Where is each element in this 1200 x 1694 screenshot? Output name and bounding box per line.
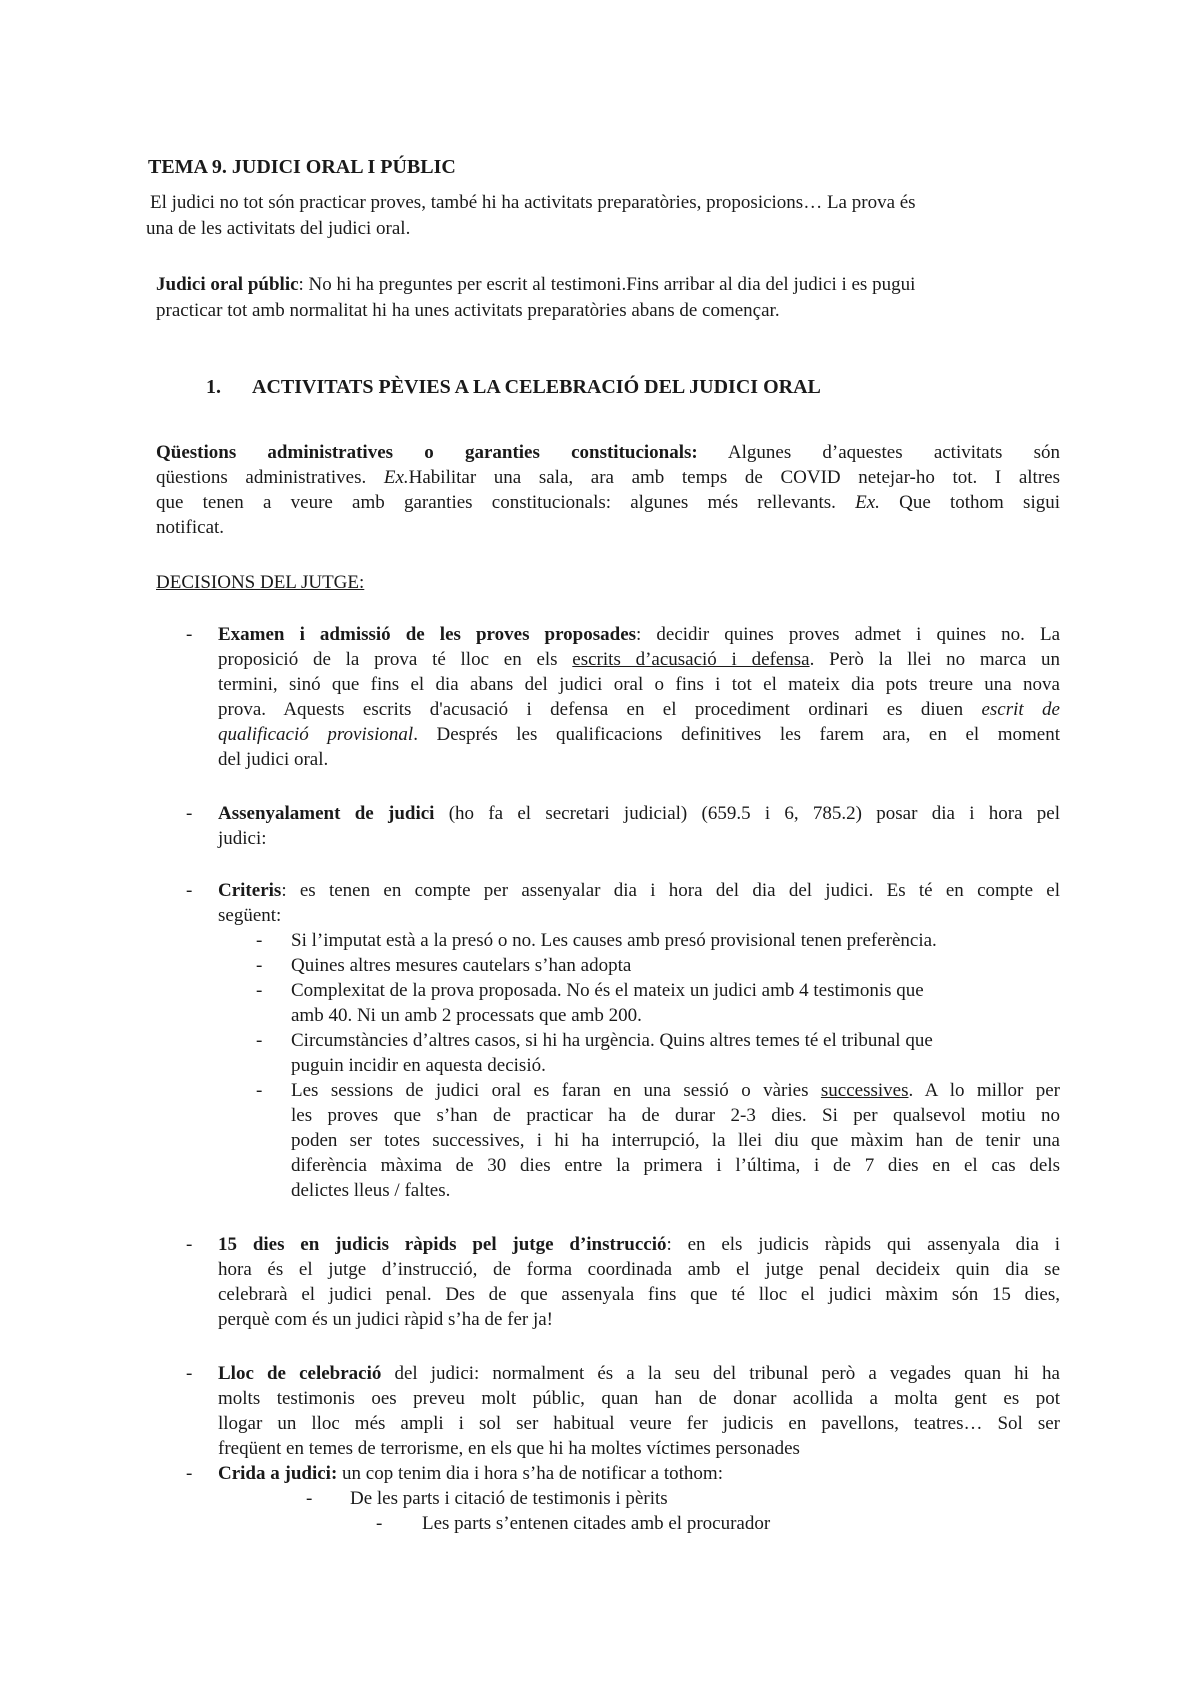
lloc-line: molts testimonis oes preveu molt públic, quan han de donar acollida a molta gent es pot <box>218 1388 1060 1409</box>
criteris-subitem <box>291 1078 1060 1103</box>
sub-bullet-dash: - <box>256 930 263 951</box>
bullet-dash: - <box>186 880 193 901</box>
crida-line <box>218 1461 723 1486</box>
crida-subsubitem: Les parts s’entenen citades amb el procurador <box>422 1513 771 1534</box>
quinze-line <box>218 1232 1060 1257</box>
judici-oral-text: : No hi ha preguntes per escrit al testimoni.Fins arribar al dia del judici i es pugui <box>298 274 916 295</box>
examen-text: . Però la llei no marca un <box>809 649 1061 670</box>
questions-line <box>156 465 1060 490</box>
examen-text: proposició de la prova té lloc en els <box>218 649 573 670</box>
criteris-subitem: poden ser totes successives, i hi ha interrupció, la llei diu que màxim han de tenir una <box>291 1130 1060 1151</box>
page-title: TEMA 9. JUDICI ORAL I PÚBLIC <box>148 156 456 178</box>
examen-text: . Després les qualificacions definitives les farem ara, en el moment <box>413 724 1060 745</box>
lloc-text: del judici: normalment és a la seu del tribunal però a vegades quan hi ha <box>381 1363 1060 1384</box>
criteris-subitem: delictes lleus / faltes. <box>291 1180 451 1201</box>
examen-line <box>218 722 1060 747</box>
criteris-subitem: les proves que s’han de practicar ha de durar 2-3 dies. Si per qualsevol motiu no <box>291 1105 1060 1126</box>
quinze-label: 15 dies en judicis ràpids pel jutge d’instrucció <box>218 1234 667 1255</box>
criteris-line: següent: <box>218 905 282 926</box>
crida-subitem: De les parts i citació de testimonis i pèrits <box>350 1488 668 1509</box>
examen-line <box>218 647 1060 672</box>
criteris-subitem: Quines altres mesures cautelars s’han adopta <box>291 955 632 976</box>
examen-italic: escrit de <box>981 699 1060 720</box>
examen-label: Examen i admissió de les proves proposades <box>218 624 637 645</box>
bullet-dash: - <box>186 1363 193 1384</box>
bullet-dash: - <box>186 624 193 645</box>
quinze-line: hora és el jutge d’instrucció, de forma coordinada amb el jutge penal decideix quin dia se <box>218 1259 1060 1280</box>
assenyalament-line: judici: <box>218 828 267 849</box>
questions-text: qüestions administratives. <box>156 467 384 488</box>
quinze-line: perquè com és un judici ràpid s’ha de fer ja! <box>218 1309 554 1330</box>
criteris-subitem: Circumstàncies d’altres casos, si hi ha urgència. Quins altres temes té el tribunal que <box>291 1030 933 1051</box>
examen-text: : decidir quines proves admet i quines no. La <box>636 624 1060 645</box>
examen-underlined: escrits d’acusació i defensa <box>572 649 810 670</box>
questions-text: Habilitar una sala, ara amb temps de COVID netejar-ho tot. I altres <box>408 467 1060 488</box>
sub-bullet-dash: - <box>306 1488 313 1509</box>
criteris-line <box>218 878 1060 903</box>
sub-bullet-dash: - <box>256 1080 263 1101</box>
example-marker: Ex. <box>855 492 880 513</box>
judici-oral-label: Judici oral públic <box>156 274 299 295</box>
criteris-text: Les sessions de judici oral es faran en una sessió o vàries <box>291 1080 821 1101</box>
questions-text: Que tothom sigui <box>879 492 1060 513</box>
criteris-subitem: Complexitat de la prova proposada. No és el mateix un judici amb 4 testimonis que <box>291 980 924 1001</box>
questions-line <box>156 490 1060 515</box>
bullet-dash: - <box>186 1463 193 1484</box>
examen-line <box>218 697 1060 722</box>
intro-line: una de les activitats del judici oral. <box>146 218 411 239</box>
bullet-dash: - <box>186 803 193 824</box>
intro-line: El judici no tot són practicar proves, també hi ha activitats preparatòries, proposicions… La prova és <box>150 192 916 213</box>
lloc-line <box>218 1361 1060 1386</box>
examen-line: del judici oral. <box>218 749 329 770</box>
examen-line: termini, sinó que fins el dia abans del judici oral o fins i tot el mateix dia pots treure una nova <box>218 674 1060 695</box>
questions-line <box>156 440 1060 465</box>
section-number: 1. <box>206 376 221 398</box>
criteris-text: . A lo millor per <box>908 1080 1061 1101</box>
criteris-subitem: Si l’imputat està a la presó o no. Les causes amb presó provisional tenen preferència. <box>291 930 937 951</box>
questions-text: que tenen a veure amb garanties constitucionals: algunes més rellevants. <box>156 492 856 513</box>
questions-line: notificat. <box>156 517 225 538</box>
quinze-text: : en els judicis ràpids qui assenyala dia i <box>666 1234 1060 1255</box>
lloc-label: Lloc de celebració <box>218 1363 382 1384</box>
crida-label: Crida a judici: <box>218 1463 338 1484</box>
example-marker: Ex. <box>383 467 409 488</box>
criteris-text: : es tenen en compte per assenyalar dia i hora del dia del judici. Es té en compte el <box>281 880 1060 901</box>
examen-text: prova. Aquests escrits d'acusació i defensa en el procediment ordinari es diuen <box>218 699 982 720</box>
judici-oral-line <box>156 272 915 297</box>
questions-text: Algunes d’aquestes activitats són <box>697 442 1060 463</box>
criteris-label: Criteris <box>218 880 282 901</box>
assenyalament-line <box>218 801 1060 826</box>
criteris-subitem: puguin incidir en aquesta decisió. <box>291 1055 546 1076</box>
criteris-subitem: diferència màxima de 30 dies entre la primera i l’última, i de 7 dies en el cas dels <box>291 1155 1060 1176</box>
crida-text: un cop tenim dia i hora s’ha de notificar a tothom: <box>337 1463 723 1484</box>
quinze-line: celebrarà el judici penal. Des de que assenyala fins que té lloc el judici màxim són 15 dies, <box>218 1284 1060 1305</box>
section-heading: ACTIVITATS PÈVIES A LA CELEBRACIÓ DEL JUDICI ORAL <box>252 376 821 398</box>
examen-italic: qualificació provisional <box>218 724 414 745</box>
judici-oral-line: practicar tot amb normalitat hi ha unes activitats preparatòries abans de començar. <box>156 300 780 321</box>
examen-line <box>218 622 1060 647</box>
sub-bullet-dash: - <box>256 955 263 976</box>
sub-bullet-dash: - <box>256 980 263 1001</box>
questions-label: Qüestions administratives o garanties constitucionals: <box>156 442 698 463</box>
assenyalament-label: Assenyalament de judici <box>218 803 435 824</box>
sub-bullet-dash: - <box>256 1030 263 1051</box>
decisions-heading: DECISIONS DEL JUTGE: <box>156 572 365 593</box>
bullet-dash: - <box>186 1234 193 1255</box>
lloc-line: llogar un lloc més ampli i sol ser habitual veure fer judicis en pavellons, teatres… Sol ser <box>218 1413 1060 1434</box>
criteris-underlined: successives <box>820 1080 909 1101</box>
criteris-subitem: amb 40. Ni un amb 2 processats que amb 200. <box>291 1005 642 1026</box>
assenyalament-text: (ho fa el secretari judicial) (659.5 i 6, 785.2) posar dia i hora pel <box>434 803 1060 824</box>
lloc-line: freqüent en temes de terrorisme, en els que hi ha moltes víctimes personades <box>218 1438 800 1459</box>
sub-sub-bullet-dash: - <box>376 1513 383 1534</box>
